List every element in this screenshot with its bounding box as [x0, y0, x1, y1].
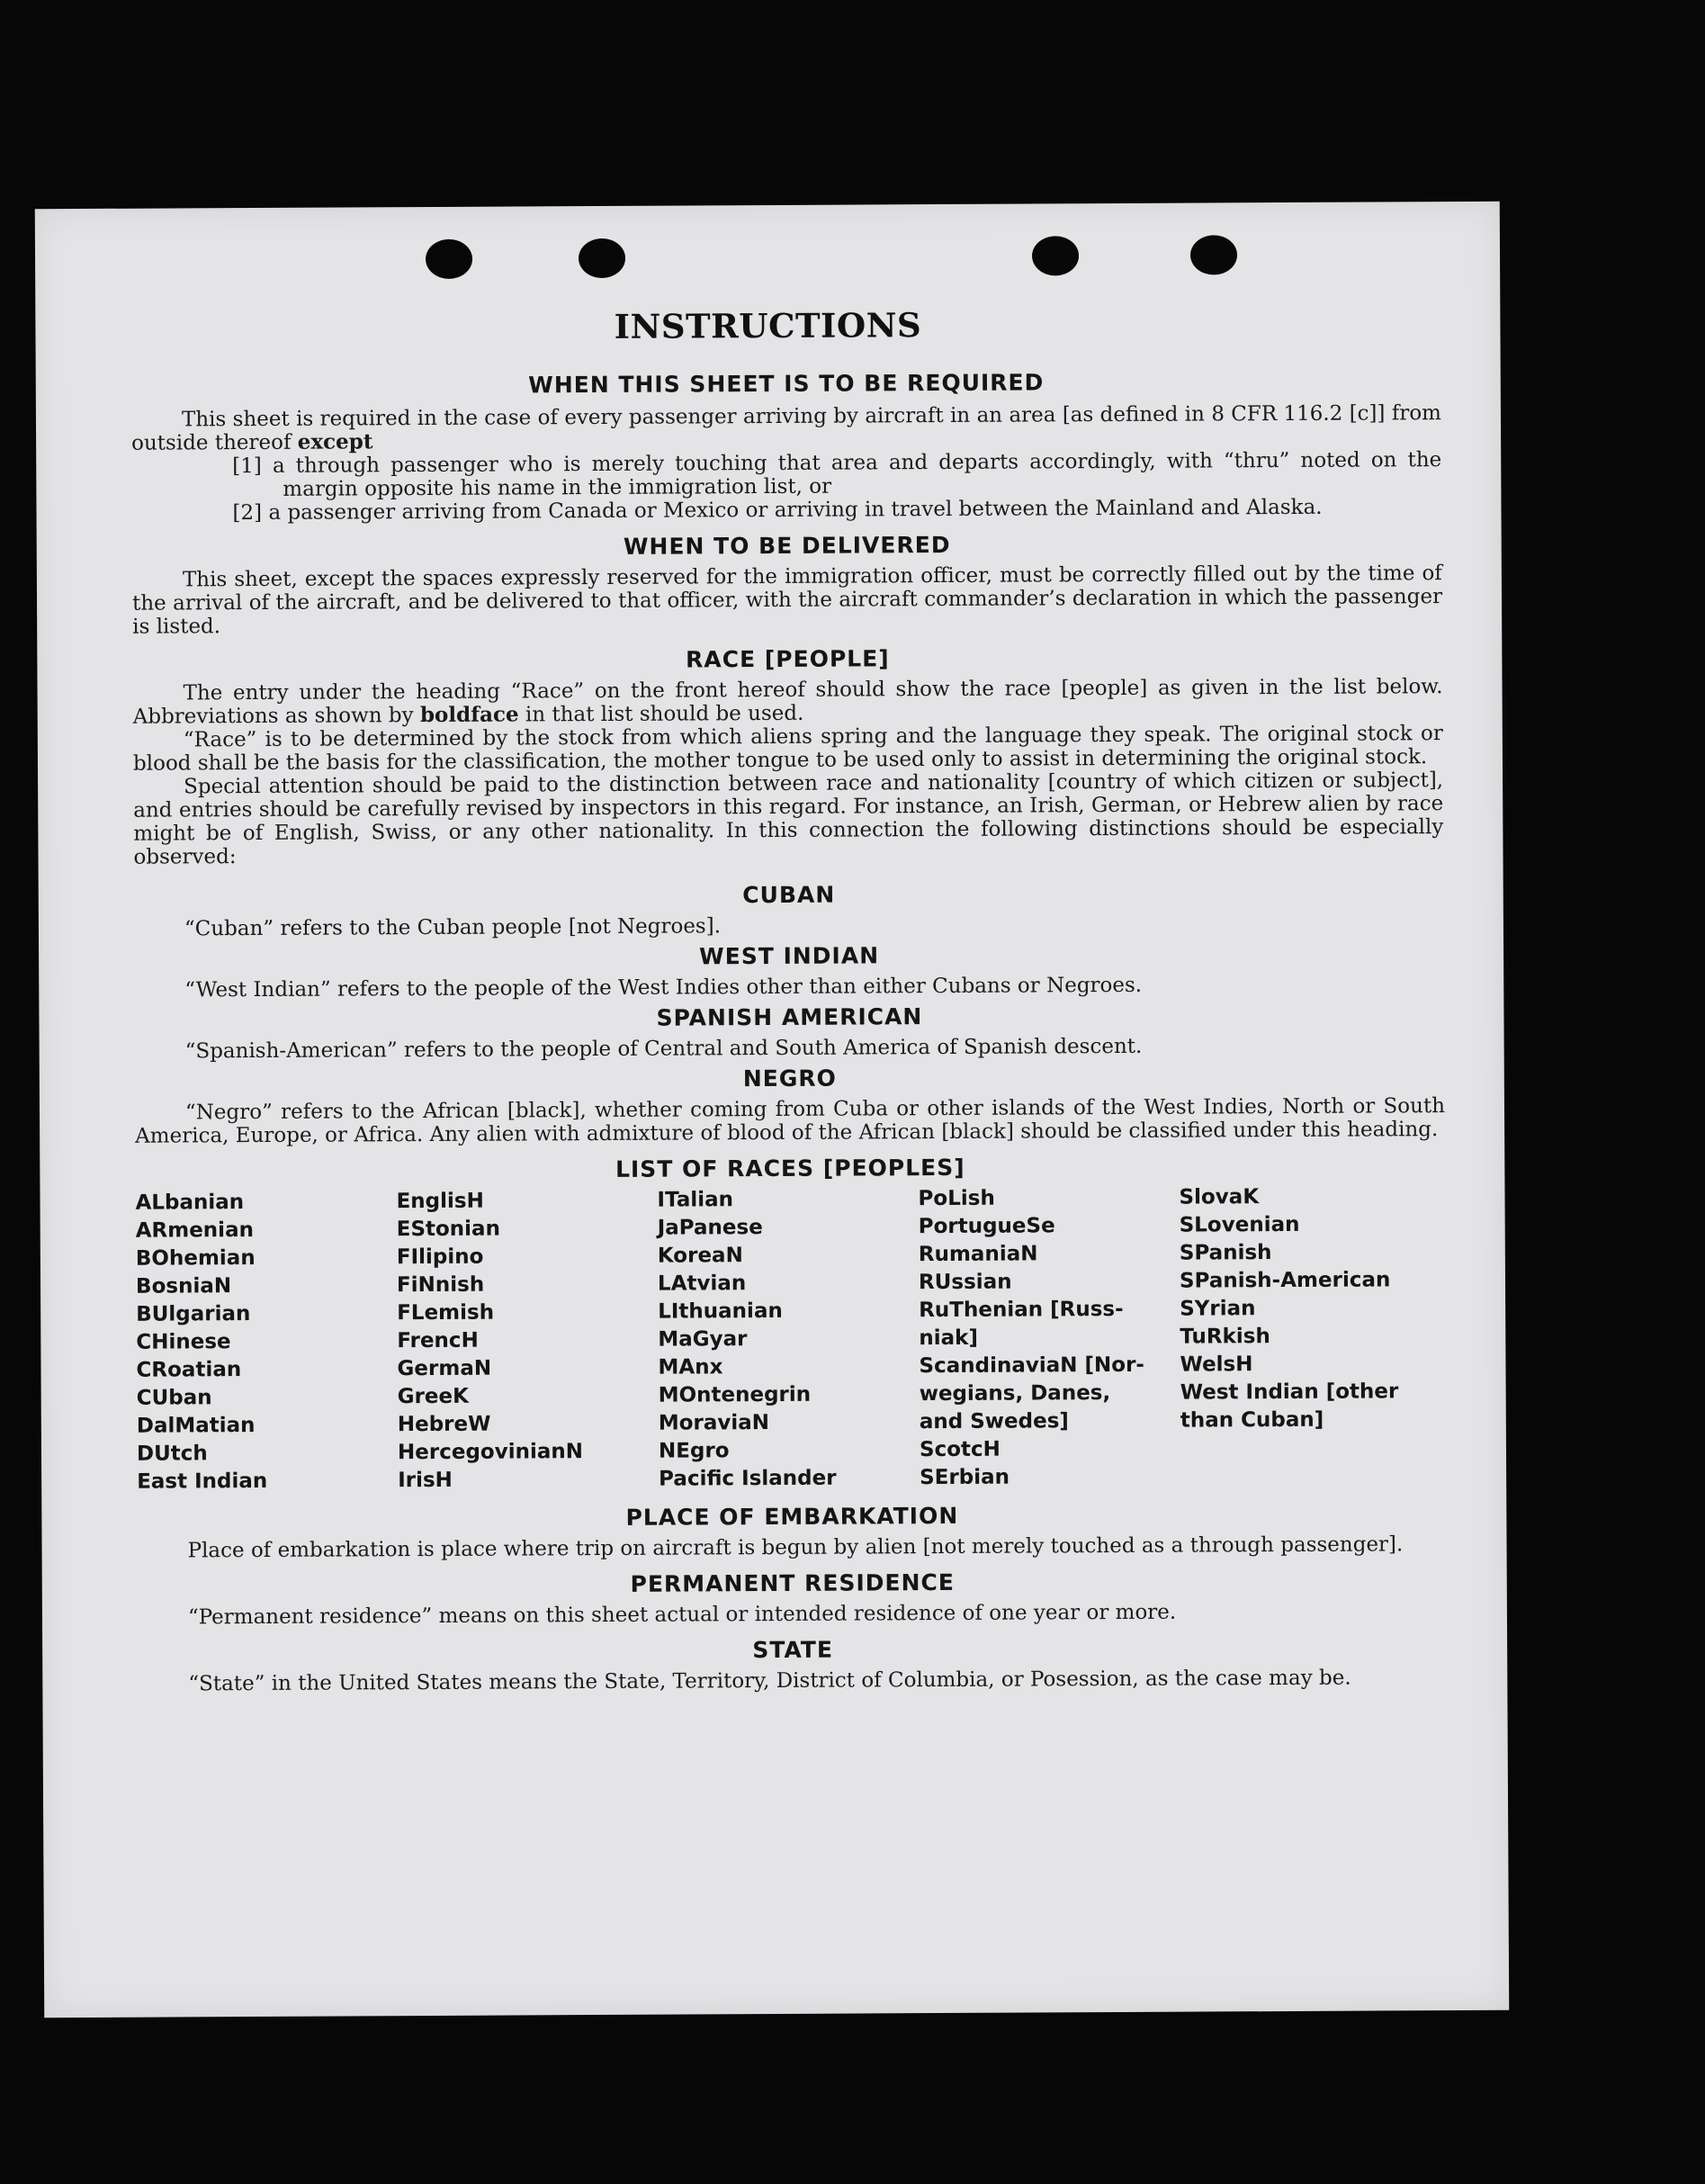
race-entry: IrisH [398, 1468, 453, 1493]
races-column-1 [135, 1188, 398, 1496]
heading-spanish-american: SPANISH AMERICAN [656, 1003, 923, 1031]
race-p1-bold: boldface [419, 702, 519, 728]
race-entry: BUlgarian [136, 1302, 251, 1326]
heading-list-of-races: LIST OF RACES [PEOPLES] [615, 1154, 965, 1182]
race-entry: BOhemian [135, 1246, 256, 1271]
race-entry: SLovenian [1179, 1212, 1300, 1237]
race-entry: TuRkish [1180, 1325, 1270, 1349]
race-entry: MAnx [658, 1355, 723, 1380]
race-p1-text: The entry under the heading “Race” on the front hereof should show the race [people] as given in the list below. Abbreviations as shown by [132, 675, 1443, 729]
race-entry: ALbanian [135, 1191, 245, 1215]
heading-required: WHEN THIS SHEET IS TO BE REQUIRED [528, 369, 1045, 399]
punch-hole-1 [426, 239, 472, 279]
heading-west-indian: WEST INDIAN [699, 942, 880, 970]
race-entry: FLemish [397, 1300, 495, 1326]
race-entry: ScandinaviaN [Nor- wegians, Danes, and Swedes] [919, 1353, 1145, 1434]
race-entry: HercegovinianN [397, 1440, 584, 1465]
race-paragraph-2: “Race” is to be determined by the stock from which aliens spring and the language they speak. The original stock or blood shall be the basis for the classification, the mother tongue to be used only to assist in determining the original stock. [132, 722, 1443, 776]
heading-race: RACE [PEOPLE] [686, 645, 890, 673]
race-entry: Pacific Islander [659, 1466, 837, 1491]
race-entry: ITalian [657, 1188, 734, 1212]
race-entry: HebreW [397, 1412, 491, 1437]
race-entry: EnglisH [396, 1189, 484, 1214]
race-entry: NEgro [658, 1439, 730, 1463]
race-entry: MaGyar [658, 1327, 748, 1352]
race-entry: WelsH [1180, 1353, 1253, 1377]
page-title: INSTRUCTIONS [614, 305, 922, 346]
spanish-american-text: “Spanish-American” refers to the people of Central and South America of Spanish descent. [184, 1034, 1143, 1064]
race-entry: JaPanese [657, 1216, 763, 1240]
races-column-3 [657, 1185, 920, 1494]
race-entry: SPanish [1179, 1241, 1272, 1265]
race-entry: CRoatian [136, 1358, 242, 1382]
heading-cuban: CUBAN [742, 881, 836, 909]
heading-residence: PERMANENT RESIDENCE [630, 1568, 956, 1597]
race-entry: PoLish [918, 1186, 995, 1211]
punch-hole-4 [1190, 235, 1237, 274]
races-list [135, 1182, 1447, 1496]
race-entry: MOntenegrin [658, 1382, 812, 1407]
races-column-2 [396, 1187, 659, 1496]
race-entry: GermaN [397, 1356, 492, 1381]
heading-state: STATE [752, 1636, 834, 1664]
required-intro [131, 401, 1441, 455]
required-item-2: [2] a passenger arriving from Canada or Mexico or arriving in travel between the Mainland and Alaska. [232, 495, 1323, 526]
west-indian-text: “West Indian” refers to the people of the West Indies other than either Cubans or Negroes. [184, 973, 1143, 1002]
cuban-text: “Cuban” refers to the Cuban people [not Negroes]. [184, 914, 722, 941]
negro-text: “Negro” refers to the African [black], whether coming from Cuba or other islands of the West Indies, North or South America, Europe, or Africa. Any alien with admixture of blood of the African [black] should be classified under this heading. [135, 1094, 1446, 1148]
race-entry: RumaniaN [918, 1242, 1038, 1267]
heading-embarkation: PLACE OF EMBARKATION [625, 1502, 959, 1531]
race-entry: KoreaN [657, 1244, 743, 1268]
heading-negro: NEGRO [742, 1065, 837, 1092]
race-entry: ARmenian [135, 1218, 254, 1243]
race-entry: CUban [136, 1386, 212, 1410]
races-column-4 [918, 1184, 1180, 1493]
race-paragraph-1 [133, 675, 1443, 729]
race-entry: SPanish-American [1179, 1268, 1391, 1293]
race-entry: SlovaK [1179, 1185, 1260, 1209]
race-entry: FiNnish [396, 1272, 485, 1298]
race-entry: SErbian [920, 1465, 1010, 1490]
race-entry: CHinese [136, 1330, 231, 1354]
instructions-body [131, 351, 1449, 1696]
state-text: “State” in the United States means the State, Territory, District of Columbia, or Posession, as the case may be. [188, 1666, 1351, 1696]
required-intro-bold: except [297, 429, 373, 454]
races-column-5 [1179, 1182, 1441, 1491]
race-entry: DalMatian [136, 1414, 256, 1438]
race-entry: LIthuanian [658, 1299, 783, 1324]
race-entry: West Indian [other than Cuban] [1180, 1380, 1399, 1433]
race-entry: FrencH [397, 1328, 479, 1353]
delivered-text: This sheet, except the spaces expressly reserved for the immigration officer, must be correctly filled out by the time of the arrival of the aircraft, and be delivered to that officer, with the aircraft commander’s declaration in which the passenger is listed. [131, 562, 1443, 639]
punch-hole-3 [1032, 236, 1079, 275]
race-entry: RuThenian [Russ- niak] [919, 1297, 1124, 1351]
race-entry: BosniaN [135, 1274, 232, 1299]
race-entry: East Indian [137, 1469, 268, 1494]
required-intro-text: This sheet is required in the case of every passenger arriving by aircraft in an area [as defined in 8 CFR 116.2 [c]] from outside thereof [131, 401, 1442, 455]
embarkation-text: Place of embarkation is place where trip on aircraft is begun by alien [not merely touched as a through passenger]. [187, 1532, 1404, 1563]
race-entry: RUssian [918, 1270, 1012, 1295]
race-entry: DUtch [136, 1442, 208, 1466]
race-entry: PortugueSe [918, 1214, 1055, 1239]
race-entry: FIlipino [396, 1245, 484, 1270]
residence-text: “Permanent residence” means on this sheet actual or intended residence of one year or more. [187, 1600, 1177, 1630]
document-sheet [35, 202, 1510, 2018]
race-p1-post: in that list should be used. [525, 701, 804, 727]
heading-delivered: WHEN TO BE DELIVERED [623, 531, 951, 560]
race-entry: EStonian [396, 1217, 500, 1242]
race-entry: ScotcH [919, 1437, 1001, 1462]
punch-hole-2 [579, 238, 625, 278]
race-paragraph-3: Special attention should be paid to the distinction between race and nationality [country of which citizen or subject], and entries should be carefully revised by inspectors in this regard. For instance, an Irish, German, or Hebrew alien by race might be of English, Swiss, or any other nationality. In this connection the following distinctions should be especially observed: [133, 768, 1444, 869]
race-entry: GreeK [397, 1384, 469, 1409]
required-item-1: [1] a through passenger who is merely touching that area and departs accordingly, with “thru” noted on the margin opposite his name in the immigration list, or [232, 448, 1442, 501]
race-entry: LAtvian [657, 1272, 747, 1296]
race-entry: SYrian [1180, 1297, 1256, 1321]
race-entry: MoraviaN [658, 1411, 770, 1435]
